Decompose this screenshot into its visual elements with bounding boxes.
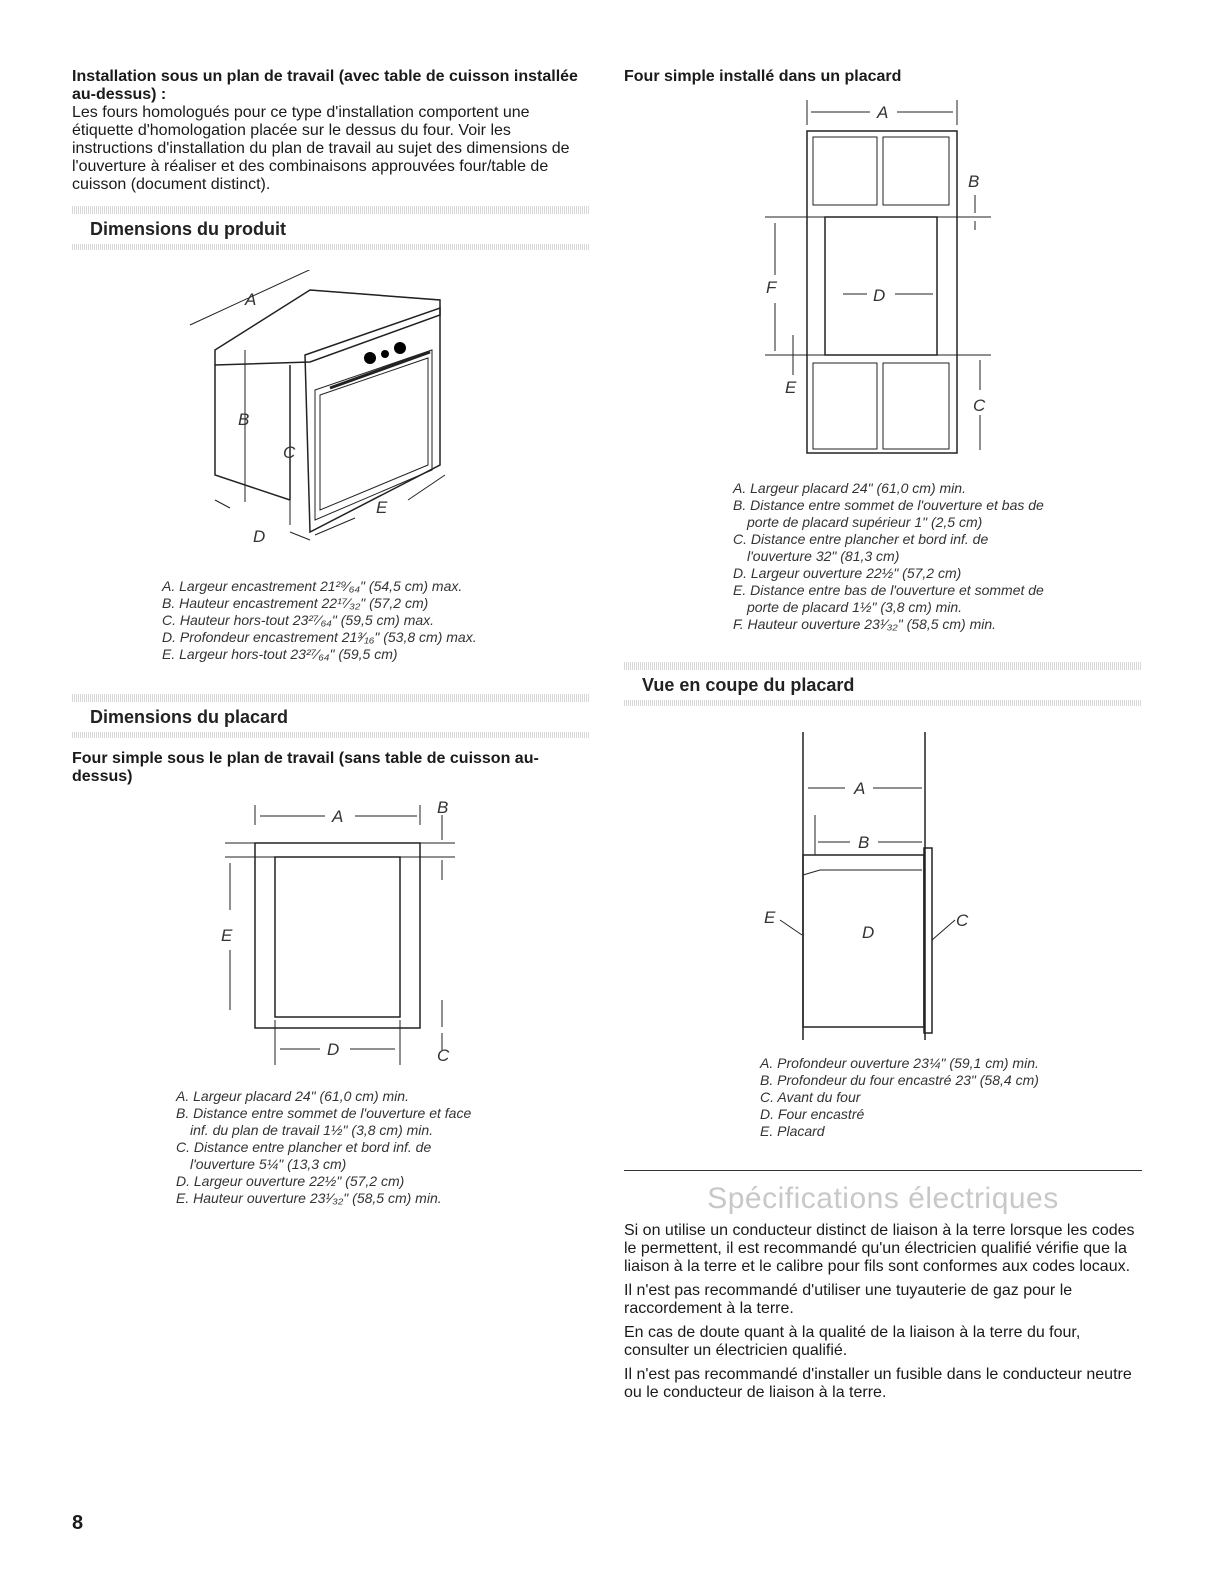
product-caption-b: B. Hauteur encastrement 22¹⁷⁄₃₂" (57,2 cm) — [162, 595, 429, 611]
oven-product-diagram — [170, 270, 470, 570]
wall-cabinet-diagram — [755, 95, 1015, 465]
wall-label-b: B — [968, 172, 980, 191]
under-caption-e: E. Hauteur ouverture 23¹⁄₃₂" (58,5 cm) min. — [176, 1190, 442, 1206]
under-counter-heading: Four simple sous le plan de travail (sans table de cuisson au-dessus) — [72, 750, 539, 785]
under-label-c: C — [437, 1046, 450, 1065]
electrical-divider — [624, 1170, 1142, 1171]
cabinet-dimensions-title: Dimensions du placard — [90, 707, 289, 727]
page-number: 8 — [72, 1512, 84, 1534]
wall-caption-f: F. Hauteur ouverture 23¹⁄₃₂" (58,5 cm) min. — [733, 616, 997, 632]
wall-label-a: A — [877, 103, 889, 122]
section-view-diagram — [740, 730, 1000, 1050]
electrical-paragraph-3: En cas de doute quant à la qualité de la liaison à la terre du four, consulter un électricien qualifié. — [624, 1324, 1081, 1359]
cabinet-dimensions-bar — [72, 694, 590, 738]
section-label-c: C — [956, 911, 969, 930]
under-caption-d: D. Largeur ouverture 22½" (57,2 cm) — [176, 1173, 405, 1189]
product-dimensions-bar — [72, 206, 590, 250]
product-label-a: A — [245, 290, 257, 309]
wall-caption-e: E. Distance entre bas de l'ouverture et sommet de porte de placard 1½" (3,8 cm) min. — [733, 582, 1044, 615]
electrical-paragraph-2: Il n'est pas recommandé d'utiliser une tuyauterie de gaz pour le raccordement à la terre. — [624, 1282, 1073, 1317]
section-label-b: B — [858, 833, 870, 852]
section-label-d: D — [862, 923, 875, 942]
product-caption-a: A. Largeur encastrement 21²⁹⁄₆₄" (54,5 cm) max. — [162, 578, 463, 594]
section-caption-e: E. Placard — [760, 1123, 825, 1139]
product-caption-d: D. Profondeur encastrement 21³⁄₁₆" (53,8 cm) max. — [162, 629, 477, 645]
wall-caption-b: B. Distance entre sommet de l'ouverture et bas de porte de placard supérieur 1" (2,5 cm) — [733, 497, 1044, 530]
section-caption-d: D. Four encastré — [760, 1106, 865, 1122]
under-label-b: B — [437, 798, 449, 817]
under-caption-a: A. Largeur placard 24" (61,0 cm) min. — [176, 1088, 409, 1104]
section-caption-c: C. Avant du four — [760, 1089, 861, 1105]
electrical-title: Spécifications électriques — [707, 1182, 1059, 1215]
section-label-e: E — [764, 908, 776, 927]
product-caption-c: C. Hauteur hors-tout 23²⁷⁄₆₄" (59,5 cm) max. — [162, 612, 435, 628]
under-label-d: D — [327, 1040, 340, 1059]
under-label-a: A — [332, 807, 344, 826]
product-label-d: D — [253, 527, 266, 546]
section-caption-a: A. Profondeur ouverture 23¼" (59,1 cm) min. — [760, 1055, 1039, 1071]
intro-text: Les fours homologués pour ce type d'installation comportent une étiquette d'homologation placée sur le dessus du four. Voir les instructions d'installation du plan de travail au sujet des dimensions de l'ouverture à réaliser et des combinaisons approuvées four/table de cuisson (document distinct). — [72, 104, 570, 193]
wall-label-d: D — [873, 286, 886, 305]
under-captions — [176, 1088, 576, 1207]
wall-caption-d: D. Largeur ouverture 22½" (57,2 cm) — [733, 565, 962, 581]
wall-label-e: E — [785, 378, 797, 397]
electrical-paragraph-4: Il n'est pas recommandé d'installer un fusible dans le conducteur neutre ou le conducteur de liaison à la terre. — [624, 1366, 1132, 1401]
wall-oven-heading: Four simple installé dans un placard — [624, 68, 902, 85]
wall-label-c: C — [973, 396, 986, 415]
electrical-paragraph-1: Si on utilise un conducteur distinct de liaison à la terre lorsque les codes le permettent, il est recommandé qu'un électricien qualifié vérifie que la liaison à la terre et le calibre pour fils sont conformes aux codes locaux. — [624, 1222, 1135, 1275]
electrical-text — [624, 1222, 1142, 1408]
product-label-b: B — [238, 410, 250, 429]
wall-captions — [733, 480, 1153, 633]
product-captions — [162, 578, 562, 663]
intro-heading: Installation sous un plan de travail (avec table de cuisson installée au-dessus) : — [72, 68, 578, 103]
section-captions — [760, 1055, 1140, 1140]
section-view-title: Vue en coupe du placard — [642, 675, 855, 695]
under-caption-c: C. Distance entre plancher et bord inf. de l'ouverture 5¼" (13,3 cm) — [176, 1139, 432, 1172]
product-label-c: C — [283, 443, 296, 462]
section-label-a: A — [854, 779, 866, 798]
section-view-bar — [624, 662, 1142, 706]
product-dimensions-title: Dimensions du produit — [90, 219, 286, 239]
wall-caption-c: C. Distance entre plancher et bord inf. de l'ouverture 32" (81,3 cm) — [733, 531, 989, 564]
product-caption-e: E. Largeur hors-tout 23²⁷⁄₆₄" (59,5 cm) — [162, 646, 398, 662]
product-label-e: E — [376, 498, 388, 517]
wall-label-f: F — [766, 278, 777, 297]
under-caption-b: B. Distance entre sommet de l'ouverture et face inf. du plan de travail 1½" (3,8 cm) min. — [176, 1105, 472, 1138]
under-label-e: E — [221, 926, 233, 945]
wall-caption-a: A. Largeur placard 24" (61,0 cm) min. — [733, 480, 966, 496]
section-caption-b: B. Profondeur du four encastré 23" (58,4 cm) — [760, 1072, 1039, 1088]
under-counter-diagram — [205, 795, 465, 1075]
